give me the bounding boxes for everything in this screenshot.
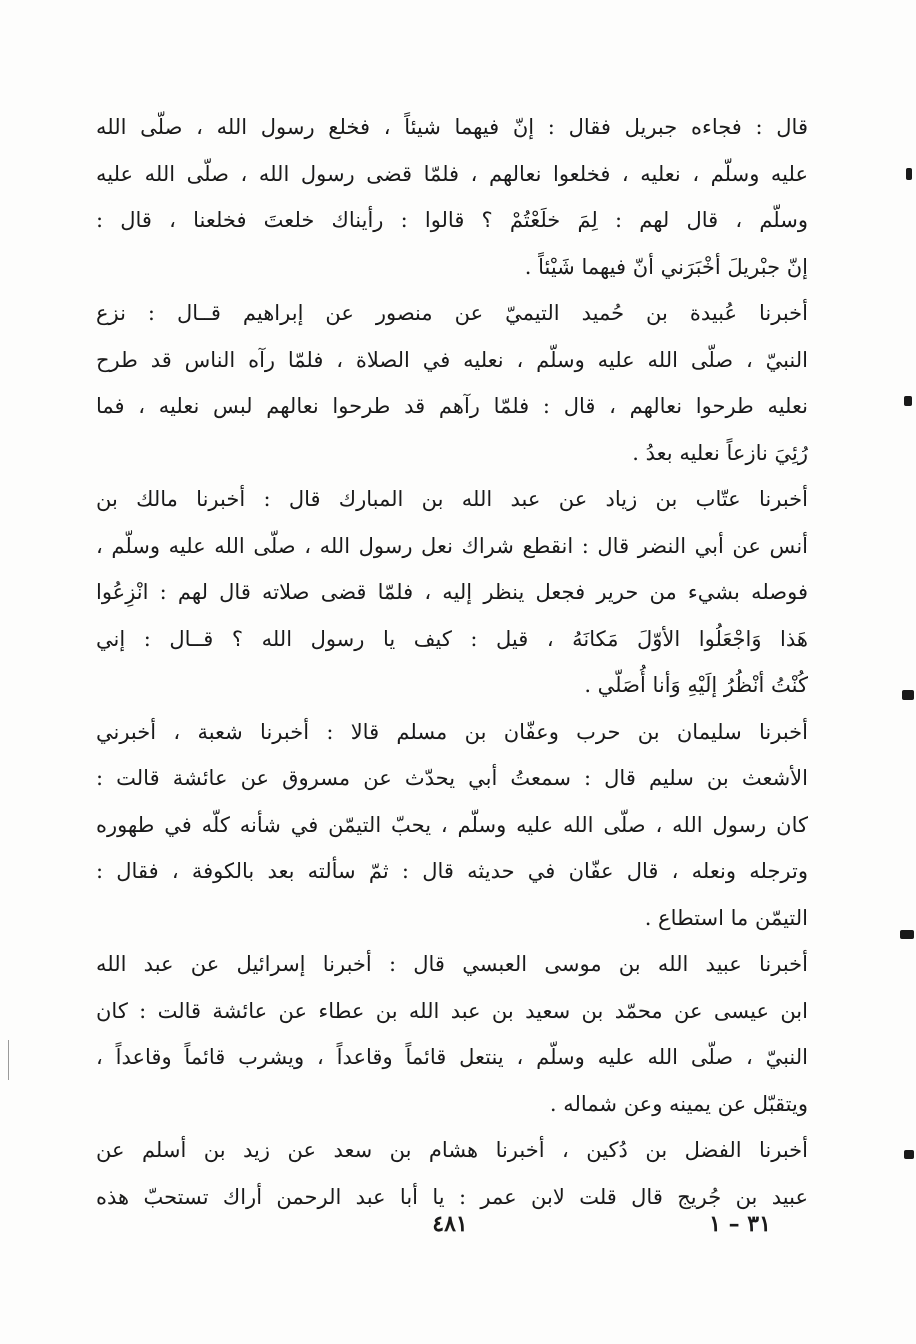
text-line: عليه وسلّم ، نعليه ، فخلعوا نعالهم ، فلمّا قضى رسول الله ، صلّى الله عليه	[96, 161, 808, 186]
signature-mark: ٣١ – ١	[709, 1211, 771, 1237]
body-text	[96, 104, 808, 1220]
text-line: النبيّ ، صلّى الله عليه وسلّم ، ينتعل قائماً وقاعداً ، ويشرب قائماً وقاعداً ،	[96, 1045, 808, 1069]
text-line: فوصله بشيء من حرير فجعل ينظر إليه ، فلمّا قضى صلاته قال لهم : انْزِعُوا	[96, 580, 808, 604]
page-number: ٤٨١	[432, 1211, 468, 1237]
scan-edge-mark	[902, 690, 914, 700]
text-line: قال : فجاءه جبريل فقال : إنّ فيهما شيئاً ، فخلع رسول الله ، صلّى الله	[96, 115, 808, 139]
text-line: وسلّم ، قال لهم : لِمَ خلَعْتُمْ ؟ قالوا : رأيناك خلعتَ فخلعنا ، قال :	[96, 208, 808, 232]
text-line: أنس عن أبي النضر قال : انقطع شراك نعل رسول الله ، صلّى الله عليه وسلّم ،	[96, 533, 808, 558]
text-line: النبيّ ، صلّى الله عليه وسلّم ، نعليه في الصلاة ، فلمّا رآه الناس قد طرح	[96, 347, 808, 372]
text-line: أخبرنا عُبيدة بن حُميد التيميّ عن منصور عن إبراهيم قــال : نزع	[96, 301, 808, 325]
text-line: الأشعث بن سليم قال : سمعتُ أبي يحدّث عن مسروق عن عائشة قالت :	[96, 766, 808, 790]
text-line: كان رسول الله ، صلّى الله عليه وسلّم ، يحبّ التيمّن في شأنه كلّه في طهوره	[96, 812, 808, 837]
text-line: أخبرنا الفضل بن دُكين ، أخبرنا هشام بن سعد عن زيد بن أسلم عن	[96, 1138, 808, 1162]
scan-edge-mark	[900, 930, 914, 939]
text-line: إنّ جبْريلَ أخْبَرَني أنّ فيهما شَيْئاً .	[524, 254, 808, 279]
text-line: كُنْتُ أنْظُرُ إلَيْهِ وَأنا أُصَلّي .	[584, 673, 808, 697]
text-line: أخبرنا سليمان بن حرب وعفّان بن مسلم قالا : أخبرنا شعبة ، أخبرني	[96, 719, 808, 744]
text-line: وترجله ونعله ، قال عفّان في حديثه قال : ثمّ سألته بعد بالكوفة ، فقال :	[96, 859, 808, 883]
scan-margin-line	[8, 1040, 9, 1080]
text-line: أخبرنا عبيد الله بن موسى العبسي قال : أخبرنا إسرائيل عن عبد الله	[96, 952, 808, 976]
scan-edge-mark	[904, 1150, 914, 1159]
text-line: ابن عيسى عن محمّد بن سعيد بن عبد الله بن عطاء عن عائشة قالت : كان	[96, 998, 808, 1023]
scan-edge-mark	[906, 168, 912, 180]
text-line: عبيد بن جُريج قال قلت لابن عمر : يا أبا عبد الرحمن أراك تستحبّ هذه	[96, 1184, 808, 1209]
text-line: أخبرنا عتّاب بن زياد عن عبد الله بن المبارك قال : أخبرنا مالك بن	[96, 487, 808, 511]
text-line: رُئِيَ نازعاً نعليه بعدُ .	[632, 440, 808, 465]
text-line: التيمّن ما استطاع .	[644, 905, 808, 930]
text-line: نعليه طرحوا نعالهم ، قال : فلمّا رآهم قد طرحوا نعالهم لبس نعليه ، فما	[96, 394, 808, 418]
text-line: هَذا وَاجْعَلُوا الأوّلَ مَكانَهُ ، قيل : كيف يا رسول الله ؟ قــال : إني	[96, 626, 808, 651]
text-line: ويتقبّل عن يمينه وعن شماله .	[549, 1091, 808, 1116]
scan-edge-mark	[904, 396, 912, 406]
